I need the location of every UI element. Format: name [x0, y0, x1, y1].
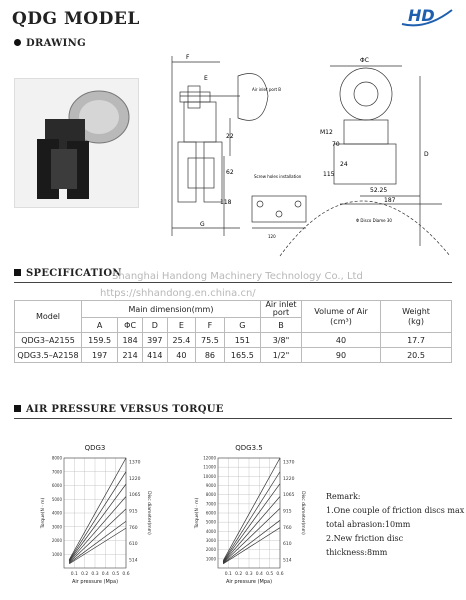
y-tick-label: 2000 [205, 547, 216, 553]
bullet-icon [14, 39, 21, 46]
table-cell: 86 [196, 348, 225, 363]
remark-line: 1.One couple of friction discs max [326, 506, 465, 515]
y2-tick-label: 1065 [283, 493, 295, 499]
y-axis-label: Torque(N · m) [195, 497, 200, 529]
table-cell: 40 [302, 333, 381, 348]
divider [14, 418, 452, 419]
y-tick-label: 8000 [205, 492, 216, 498]
y2-axis-label: Disc diameter(mm) [146, 491, 151, 535]
remark [326, 490, 466, 560]
y-tick-label: 11000 [203, 464, 216, 470]
y-tick-label: 8000 [51, 455, 62, 461]
series-line [69, 497, 126, 562]
bullet-icon [14, 405, 21, 412]
table-cell: 159.5 [82, 333, 118, 348]
series-line [69, 458, 126, 560]
table-cell: 414 [142, 348, 167, 363]
x-tick-label: 0.4 [255, 572, 263, 577]
specification-heading: SPECIFICATION [14, 268, 122, 279]
y-tick-label: 3000 [205, 538, 216, 543]
y2-tick-label: 514 [129, 558, 138, 564]
table-row [15, 348, 452, 363]
y2-tick-label: 1220 [283, 476, 295, 482]
table-cell: 20.5 [381, 348, 452, 363]
x-tick-label: 0.3 [245, 572, 253, 577]
x-tick-label: 0.2 [235, 572, 243, 577]
header-model: Model [15, 301, 82, 333]
table-cell: 397 [142, 333, 167, 348]
y2-tick-label: 610 [283, 542, 292, 548]
subheader-cell: D [142, 318, 167, 333]
y2-tick-label: 760 [283, 525, 292, 531]
remark-title: Remark: [326, 492, 361, 501]
svg-text:70: 70 [332, 141, 340, 148]
remark-line: 2.New friction disc thickness:8mm [326, 534, 404, 557]
svg-text:F: F [186, 54, 190, 61]
x-tick-label: 0.1 [224, 572, 232, 577]
table-cell: 184 [118, 333, 143, 348]
bullet-icon [14, 269, 21, 276]
x-axis-label: Air pressure (Mpa) [71, 579, 119, 585]
table-cell: 25.4 [167, 333, 196, 348]
y-tick-label: 1000 [51, 551, 62, 557]
chart-qdg3-5 [190, 440, 310, 595]
y-tick-label: 9000 [205, 483, 216, 488]
svg-text:187: 187 [384, 197, 396, 204]
header-air-inlet: Air inlet port [261, 301, 302, 318]
table-cell: 165.5 [224, 348, 260, 363]
svg-text:118: 118 [220, 199, 232, 206]
svg-text:22: 22 [226, 133, 234, 140]
y-axis-label: Torque(N · m) [41, 497, 46, 529]
y-tick-label: 4000 [51, 510, 62, 516]
remark-line: total abrasion:10mm [326, 520, 411, 529]
x-tick-label: 0.6 [122, 572, 130, 577]
subheader-cell: F [196, 318, 225, 333]
y2-tick-label: 610 [129, 542, 138, 548]
x-tick-label: 0.3 [91, 572, 99, 577]
header-volume: Volume of Air (cm³) [302, 301, 381, 333]
y2-axis-label: Disc diameter(mm) [300, 491, 305, 535]
table-cell: QDG3.5–A2158 [15, 348, 82, 363]
technical-drawing [160, 46, 452, 266]
chart-title: QDG3 [84, 444, 106, 452]
subheader-cell: G [224, 318, 260, 333]
y2-tick-label: 1370 [129, 460, 141, 466]
series-line [223, 458, 280, 561]
svg-text:D: D [424, 151, 429, 158]
svg-text:120: 120 [268, 234, 276, 239]
subheader-cell: E [167, 318, 196, 333]
y2-tick-label: 1220 [129, 476, 141, 482]
x-tick-label: 0.5 [112, 572, 120, 577]
series-line [223, 520, 280, 563]
table-cell: 151 [224, 333, 260, 348]
table-cell: 214 [118, 348, 143, 363]
series-line [69, 484, 126, 561]
table-cell: 90 [302, 348, 381, 363]
chart-title: QDG3.5 [235, 444, 263, 452]
x-tick-label: 0.5 [266, 572, 274, 577]
y-tick-label: 2000 [51, 538, 62, 543]
subheader-cell: ΦC [118, 318, 143, 333]
svg-text:Screw holes installation: Screw holes installation [254, 174, 302, 179]
spec-table [14, 300, 452, 363]
series-line [223, 484, 280, 562]
divider [14, 282, 452, 283]
svg-text:ΦC: ΦC [360, 57, 369, 64]
header-weight: Weight (kg) [381, 301, 452, 333]
y2-tick-label: 1370 [283, 460, 295, 466]
y2-tick-label: 1065 [129, 493, 141, 499]
series-line [69, 521, 126, 563]
svg-text:M12: M12 [320, 129, 333, 136]
product-photo [14, 78, 139, 208]
table-cell: 17.7 [381, 333, 452, 348]
x-tick-label: 0.1 [70, 572, 78, 577]
svg-text:24: 24 [340, 161, 348, 168]
series-line [69, 472, 126, 561]
svg-text:Air inlet port B: Air inlet port B [252, 87, 282, 92]
y-tick-label: 10000 [203, 473, 216, 479]
svg-text:E: E [204, 75, 208, 82]
header-main-dimension: Main dimension(mm) [82, 301, 261, 318]
table-header-row [15, 301, 452, 318]
x-axis-label: Air pressure (Mpa) [225, 579, 273, 585]
svg-text:HD: HD [408, 6, 435, 25]
subheader-cell: B [261, 318, 302, 333]
y-tick-label: 7000 [51, 469, 62, 475]
torque-heading: AIR PRESSURE VERSUS TORQUE [14, 404, 224, 415]
table-cell: 40 [167, 348, 196, 363]
drawing-heading: DRAWING [14, 38, 86, 49]
hd-logo [398, 4, 456, 28]
page-title: QDG MODEL [12, 9, 140, 29]
y-tick-label: 12000 [203, 455, 216, 461]
table-cell: 1/2" [261, 348, 302, 363]
y-tick-label: 7000 [205, 501, 216, 507]
y2-tick-label: 915 [129, 509, 138, 515]
series-line [223, 497, 280, 563]
y-tick-label: 5000 [205, 519, 216, 525]
x-tick-label: 0.2 [81, 572, 89, 577]
chart-qdg3 [36, 440, 156, 595]
subheader-cell: A [82, 318, 118, 333]
table-cell: 197 [82, 348, 118, 363]
svg-text:62: 62 [226, 169, 234, 176]
y-tick-label: 1000 [205, 556, 216, 562]
y-tick-label: 4000 [205, 528, 216, 534]
table-cell: 75.5 [196, 333, 225, 348]
series-line [69, 528, 126, 564]
y2-tick-label: 915 [283, 509, 292, 515]
y-tick-label: 3000 [51, 524, 62, 530]
y-tick-label: 5000 [51, 496, 62, 502]
svg-text:115: 115 [323, 171, 335, 178]
series-line [69, 509, 126, 563]
x-tick-label: 0.6 [276, 572, 284, 577]
y-tick-label: 6000 [51, 483, 62, 488]
table-cell: QDG3–A2155 [15, 333, 82, 348]
y2-tick-label: 514 [283, 558, 292, 564]
y2-tick-label: 760 [129, 525, 138, 531]
watermark-company: Shanghai Handong Machinery Technology Co., Ltd [112, 271, 363, 282]
table-cell: 3/8" [261, 333, 302, 348]
table-row [15, 333, 452, 348]
x-tick-label: 0.4 [101, 572, 109, 577]
y-tick-label: 6000 [205, 510, 216, 516]
svg-text:Φ Disco Diame 30: Φ Disco Diame 30 [356, 218, 392, 223]
watermark-url: https://shhandong.en.china.cn/ [100, 288, 256, 299]
svg-text:G: G [200, 221, 205, 228]
svg-text:52.25: 52.25 [370, 187, 388, 194]
